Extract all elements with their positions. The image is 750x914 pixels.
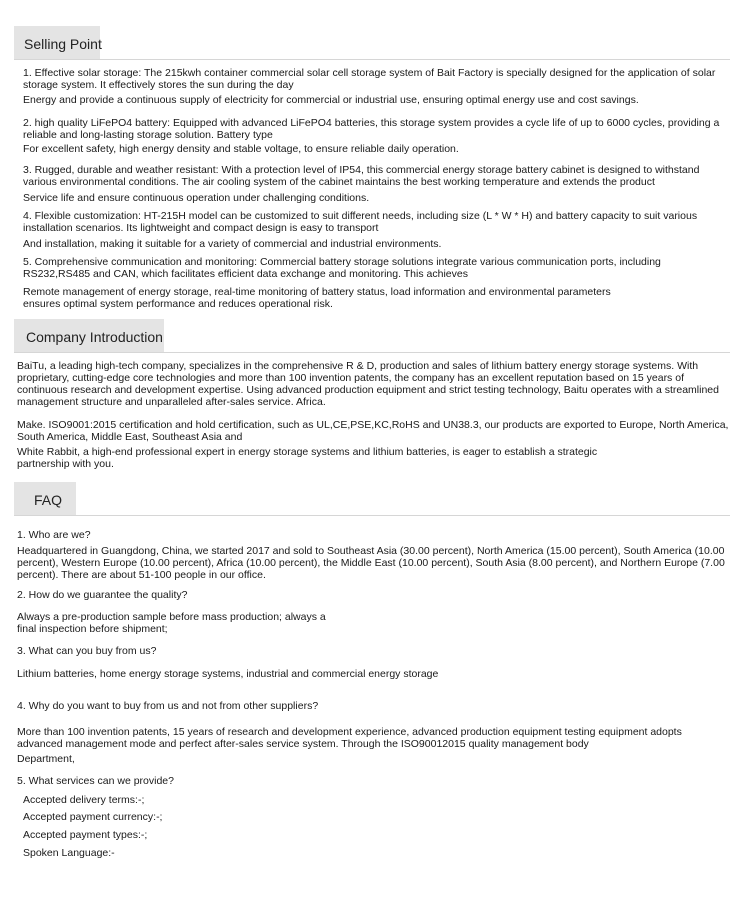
faq-question-2: 2. How do we guarantee the quality? bbox=[17, 589, 188, 601]
section-divider bbox=[14, 352, 730, 353]
faq-header bbox=[14, 482, 730, 516]
section-divider bbox=[14, 59, 730, 60]
company-paragraph-1: BaiTu, a leading high-tech company, specializes in the comprehensive R & D, production and sales of lithium battery energy storage systems. With proprietary, cutting-edge core technologies and more than 100 invention patents, the company has an excellent reputation based on 15 years of continuous research and development expertise. Using advanced production equipment and strict testing technology, Baitu operates with a streamlined management structure and unparalleled after-sales service. Africa. bbox=[17, 360, 719, 408]
selling-point-4-cont: And installation, making it suitable for a variety of commercial and industrial environments. bbox=[23, 238, 442, 250]
company-paragraph-2: Make. ISO9001:2015 certification and hold certification, such as UL,CE,PSE,KC,RoHS and UN38.3, our products are exported to Europe, North America, South America, Middle East, Southeast Asia and bbox=[17, 419, 729, 443]
selling-point-1: 1. Effective solar storage: The 215kwh container commercial solar cell storage system of Bait Factory is specially designed for the application of solar storage system. It effectively stores the sun during the day bbox=[23, 67, 716, 91]
section-title: Company Introduction bbox=[26, 329, 163, 345]
faq-answer-4-cont: Department, bbox=[17, 753, 75, 765]
selling-point-1-cont: Energy and provide a continuous supply of electricity for commercial or industrial use, ensuring optimal energy use and cost savings. bbox=[23, 94, 639, 106]
faq-question-4: 4. Why do you want to buy from us and not from other suppliers? bbox=[17, 700, 319, 712]
faq-question-5: 5. What services can we provide? bbox=[17, 775, 174, 787]
faq-answer-3: Lithium batteries, home energy storage systems, industrial and commercial energy storage bbox=[17, 668, 439, 680]
faq-question-1: 1. Who are we? bbox=[17, 529, 91, 541]
company-paragraph-3: White Rabbit, a high-end professional expert in energy storage systems and lithium batteries, is eager to establish a strategic partnership with you. bbox=[17, 446, 598, 470]
selling-point-header bbox=[14, 26, 730, 60]
section-title: Selling Point bbox=[24, 36, 102, 52]
company-intro-header bbox=[14, 319, 730, 353]
selling-point-4: 4. Flexible customization: HT-215H model can be customized to suit different needs, including size (L * W * H) and battery capacity to suit various installation scenarios. Its lightweight and compact design is easy to transport bbox=[23, 210, 698, 234]
faq-answer-2: Always a pre-production sample before mass production; always a final inspection before shipment; bbox=[17, 611, 326, 635]
faq-question-3: 3. What can you buy from us? bbox=[17, 645, 157, 657]
section-divider bbox=[14, 515, 730, 516]
service-payment-currency: Accepted payment currency:-; bbox=[23, 811, 163, 823]
selling-point-2: 2. high quality LiFePO4 battery: Equipped with advanced LiFePO4 batteries, this storage system provides a cycle life of up to 6000 cycles, providing a reliable and long-lasting storage solution. Battery type bbox=[23, 117, 720, 141]
service-payment-types: Accepted payment types:-; bbox=[23, 829, 148, 841]
selling-point-2-cont: For excellent safety, high energy density and stable voltage, to ensure reliable daily operation. bbox=[23, 143, 459, 155]
section-title: FAQ bbox=[34, 492, 63, 508]
selling-point-3: 3. Rugged, durable and weather resistant: With a protection level of IP54, this commercial energy storage battery cabinet is designed to withstand various environmental conditions. The air cooling system of the cabinet maintains the best working temperature and extends the product bbox=[23, 164, 700, 188]
faq-answer-1: Headquartered in Guangdong, China, we started 2017 and sold to Southeast Asia (30.00 percent), North America (15.00 percent), South America (10.00 percent), Western Europe (10.00 percent), Africa (10.00 percent), the Middle East (10.00 percent), South Asia (8.00 percent), and Northern Europe (7.00 percent). There are about 51-100 people in our office. bbox=[17, 545, 725, 581]
selling-point-5: 5. Comprehensive communication and monitoring: Commercial battery storage solutions integrate various communication ports, including RS232,RS485 and CAN, which facilitates efficient data exchange and monitoring. This achieves bbox=[23, 256, 661, 280]
service-delivery-terms: Accepted delivery terms:-; bbox=[23, 794, 145, 806]
selling-point-5-cont: Remote management of energy storage, real-time monitoring of battery status, load information and environmental parameters ensures optimal system performance and reduces operational risk. bbox=[23, 286, 611, 310]
selling-point-3-cont: Service life and ensure continuous operation under challenging conditions. bbox=[23, 192, 370, 204]
service-spoken-language: Spoken Language:- bbox=[23, 847, 115, 859]
faq-answer-4: More than 100 invention patents, 15 years of research and development experience, advanced production equipment testing equipment adopts advanced management mode and perfect after-sales service system. Through the ISO90012015 quality management body bbox=[17, 726, 682, 750]
